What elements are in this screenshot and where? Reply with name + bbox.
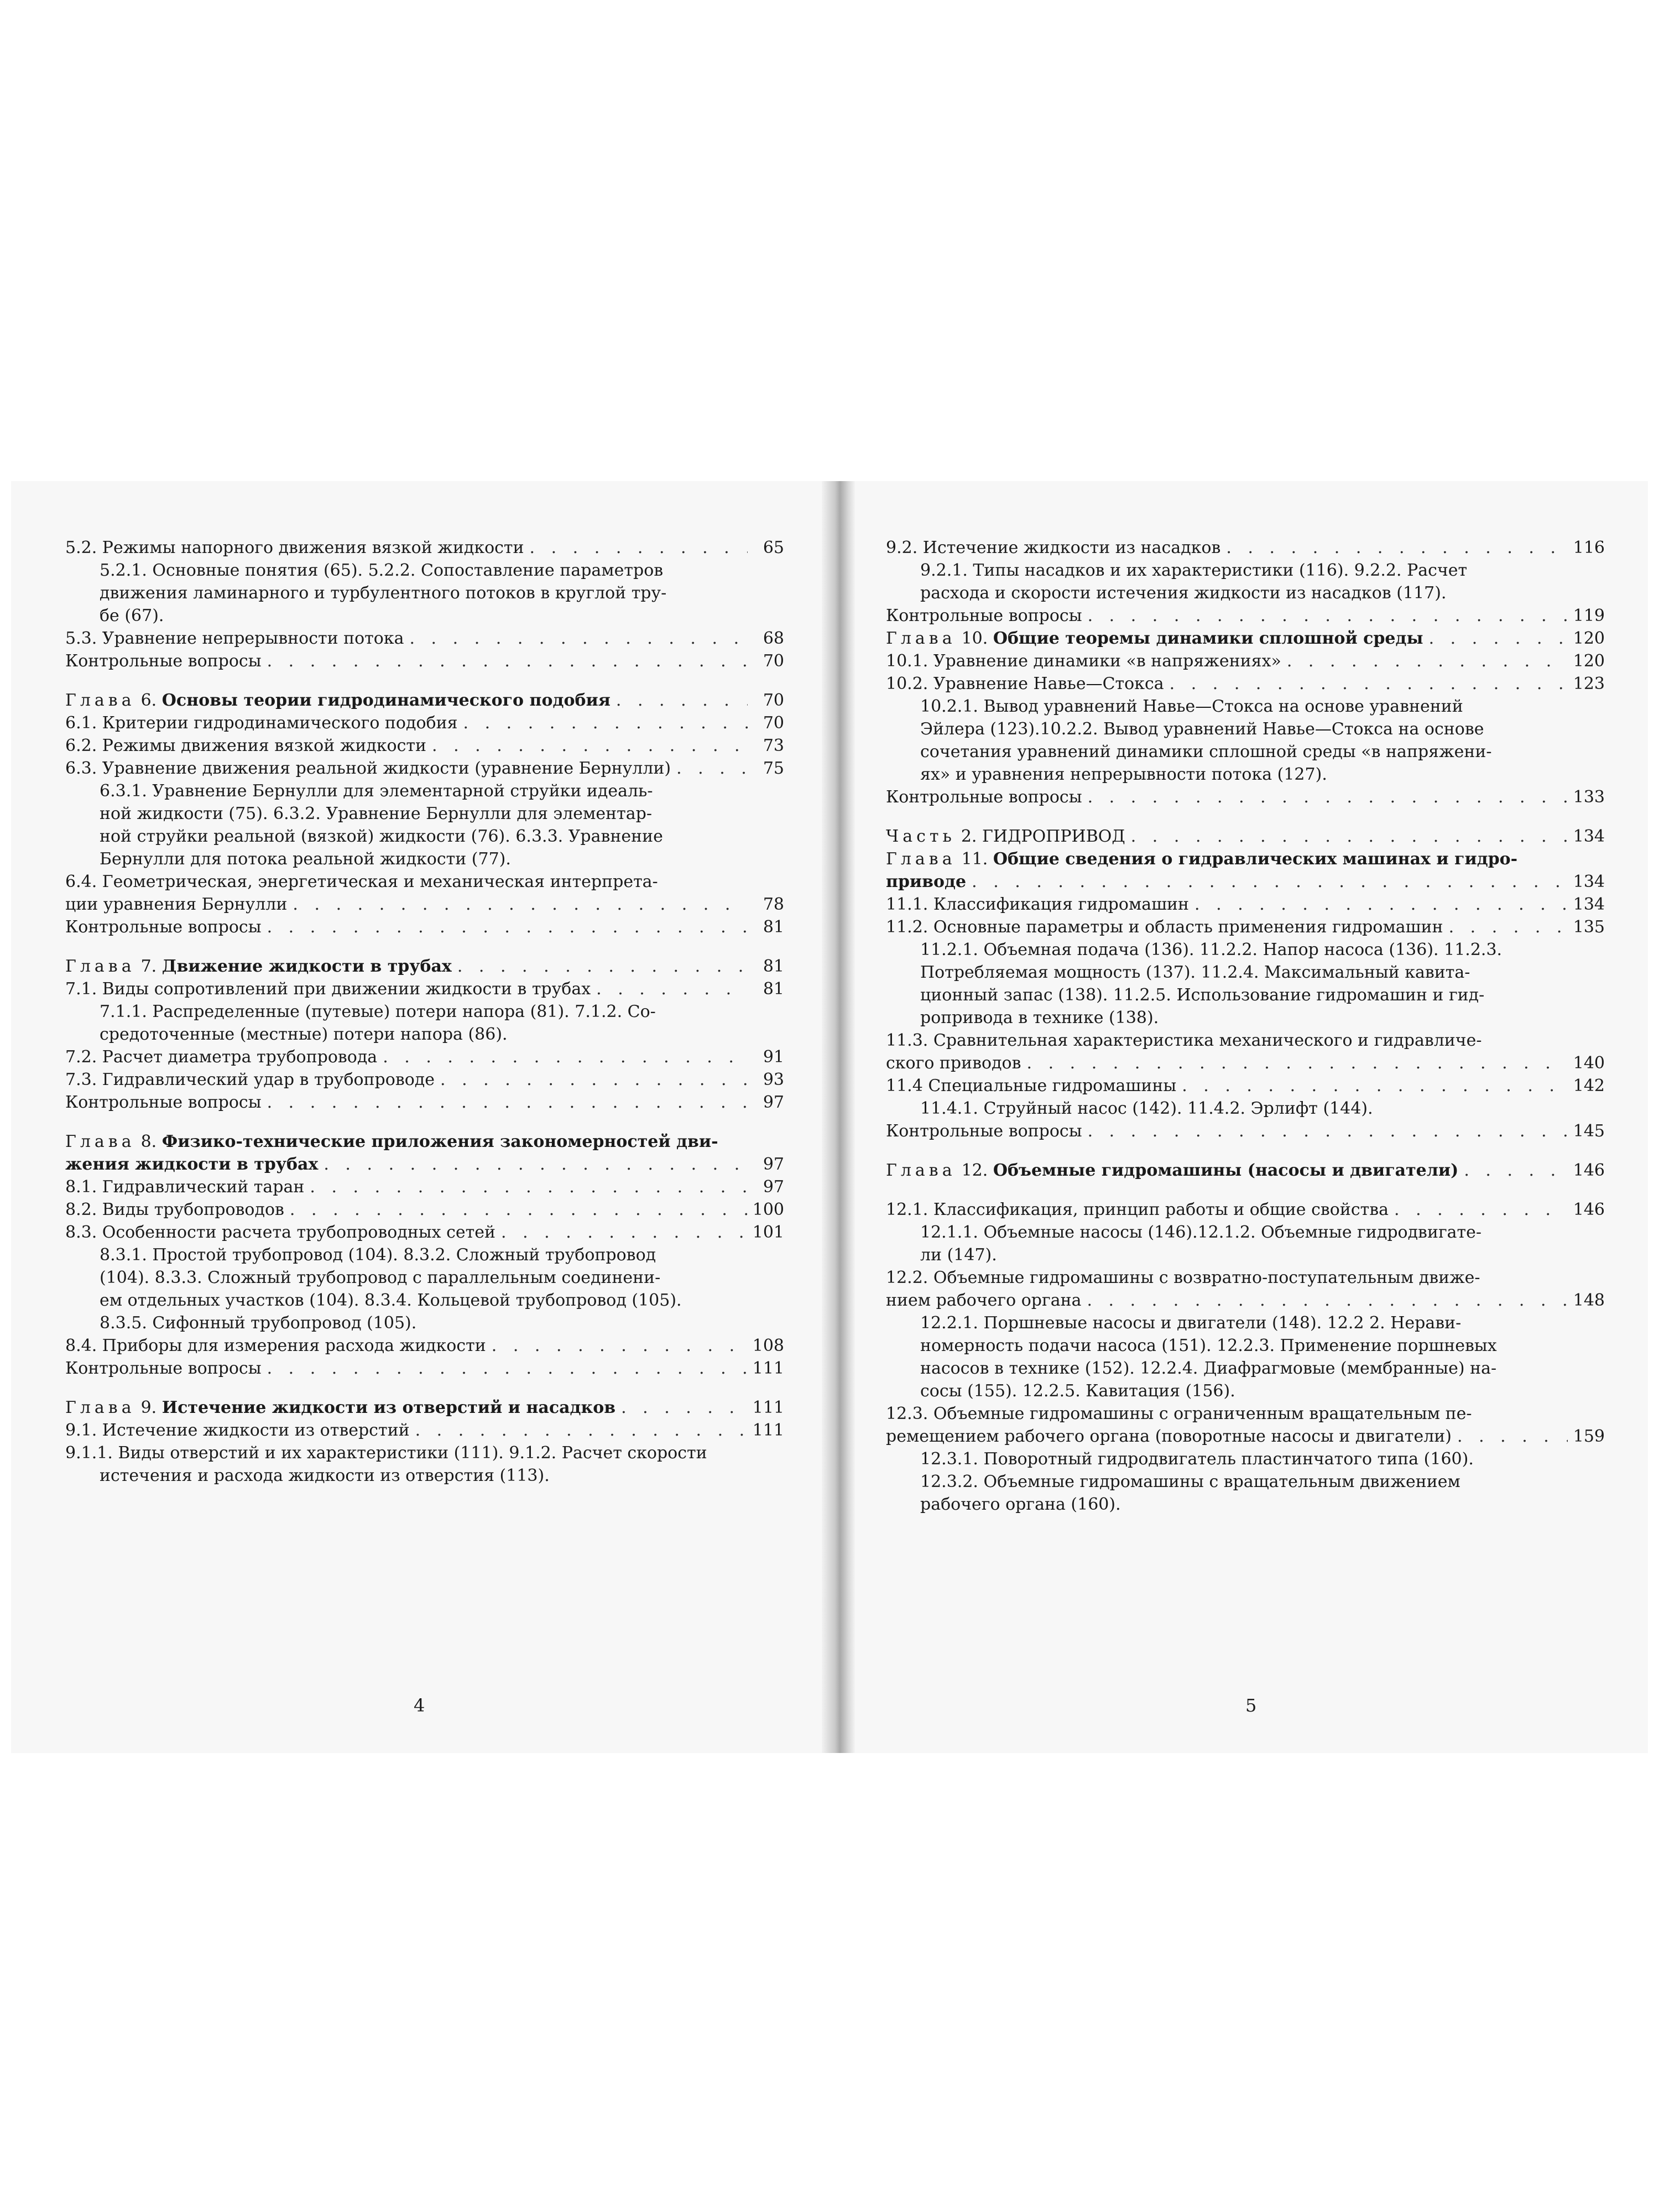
toc-entry: ции уравнения Бернулли . . . 78 — [65, 893, 784, 916]
toc-subsections: 12.2.1. Поршневые насосы и двигатели (148). 12.2 2. Нерави- номерность подачи насоса (151). 12.2.3. Применение поршневых насосов в технике (152). 12.2.4. Диафрагмовые (мембранные) на- сосы (155). 12.2.5. Кавитация (156). — [920, 1313, 1497, 1401]
toc-entry: 7.3. Гидравлический удар в трубопроводе . . . 93 — [65, 1068, 784, 1091]
toc-entry: 11.2. Основные параметры и область применения гидромашин . . . 135 — [886, 916, 1605, 938]
toc-entry: 8.1. Гидравлический таран . . . 97 — [65, 1176, 784, 1198]
toc-subsections: 7.1.1. Распределенные (путевые) потери напора (81). 7.1.2. Со- средоточенные (местные) потери напора (86). — [100, 1002, 656, 1044]
toc-entry: 11.4 Специальные гидромашины . . . 142 — [886, 1074, 1605, 1097]
toc-entry: 7.1. Виды сопротивлений при движении жидкости в трубах . . . 81 — [65, 978, 784, 1000]
page-number: 5 — [1245, 1695, 1257, 1716]
toc-entry: ского приводов . . . 140 — [886, 1052, 1605, 1074]
toc-entry-line: 12.2. Объемные гидромашины с возвратно-поступательным движе- — [886, 1268, 1480, 1287]
toc-entry: 9.2. Истечение жидкости из насадков . . . 116 — [886, 536, 1605, 559]
chapter-heading: Глава 10. Общие теоремы динамики сплошной среды . . . 120 — [886, 627, 1605, 650]
book-spread — [11, 481, 1648, 1753]
chapter-heading: Глава 11. Общие сведения о гидравлических машинах и гидро- — [886, 849, 1518, 869]
toc-entry: 11.1. Классификация гидромашин . . . 134 — [886, 893, 1605, 916]
part-heading: Часть 2. ГИДРОПРИВОД . . . 134 — [886, 825, 1605, 848]
toc-subsections: 12.1.1. Объемные насосы (146).12.1.2. Объемные гидродвигате- ли (147). — [920, 1223, 1482, 1265]
toc-entry: Контрольные вопросы . . . 70 — [65, 650, 784, 672]
chapter-heading: Глава 12. Объемные гидромашины (насосы и двигатели) . . . 146 — [886, 1159, 1605, 1182]
toc-entry-line: 11.3. Сравнительная характеристика механического и гидравличе- — [886, 1031, 1482, 1050]
left-page — [65, 536, 784, 1487]
chapter-heading-cont: жения жидкости в трубах . . . 97 — [65, 1153, 784, 1176]
toc-entry: Контрольные вопросы . . . 145 — [886, 1120, 1605, 1142]
toc-entry: 5.3. Уравнение непрерывности потока . . . 68 — [65, 627, 784, 650]
toc-entry: Контрольные вопросы . . . 97 — [65, 1091, 784, 1114]
toc-subsections: 6.3.1. Уравнение Бернулли для элементарной струйки идеаль- ной жидкости (75). 6.3.2. Уравнение Бернулли для элементар- ной струйки реальной (вязкой) жидкости (76). 6.3.3. Уравнение Бернулли для потока реальной жидкости (77). — [100, 781, 663, 869]
toc-entry: 6.3. Уравнение движения реальной жидкости (уравнение Бернулли) . . . 75 — [65, 757, 784, 780]
toc-entry: 9.1. Истечение жидкости из отверстий . . . 111 — [65, 1419, 784, 1442]
toc-entry: 6.2. Режимы движения вязкой жидкости . . . 73 — [65, 734, 784, 757]
toc-subsections: 11.2.1. Объемная подача (136). 11.2.2. Напор насоса (136). 11.2.3. Потребляемая мощность (137). 11.2.4. Максимальный кавита- ционный запас (138). 11.2.5. Использование гидромашин и гид- ропривода в технике (138). — [920, 940, 1503, 1027]
chapter-heading: Глава 9. Истечение жидкости из отверстий и насадков . . . 111 — [65, 1396, 784, 1419]
toc-subsections: 8.3.1. Простой трубопровод (104). 8.3.2. Сложный трубопровод (104). 8.3.3. Сложный трубопровод с параллельным соединени- ем отдельных участков (104). 8.3.4. Кольцевой трубопровод (105). 8.3.5. Сифонный трубопровод (105). — [100, 1245, 682, 1333]
right-page — [886, 536, 1605, 1516]
toc-subsections: 9.2.1. Типы насадков и их характеристики (116). 9.2.2. Расчет расхода и скорости истечения жидкости из насадков (117). — [920, 561, 1468, 603]
toc-entry: Контрольные вопросы . . . 119 — [886, 604, 1605, 627]
toc-entry: 6.1. Критерии гидродинамического подобия . . . 70 — [65, 712, 784, 734]
chapter-heading-cont: приводе . . . 134 — [886, 870, 1605, 893]
toc-entry-line: 12.3. Объемные гидромашины с ограниченным вращательным пе- — [886, 1404, 1472, 1423]
chapter-heading: Глава 6. Основы теории гидродинамического подобия . . . 70 — [65, 689, 784, 712]
toc-entry: Контрольные вопросы . . . 111 — [65, 1357, 784, 1380]
book-gutter — [822, 481, 855, 1753]
toc-subsections: 11.4.1. Струйный насос (142). 11.4.2. Эрлифт (144). — [920, 1099, 1373, 1118]
toc-entry: 8.3. Особенности расчета трубопроводных сетей . . . 101 — [65, 1221, 784, 1244]
toc-entry: Контрольные вопросы . . . 81 — [65, 916, 784, 938]
chapter-heading: Глава 7. Движение жидкости в трубах . . . 81 — [65, 955, 784, 978]
toc-entry-line: 6.4. Геометрическая, энергетическая и механическая интерпрета- — [65, 872, 658, 891]
toc-entry: нием рабочего органа . . . 148 — [886, 1289, 1605, 1312]
toc-subsections: 10.2.1. Вывод уравнений Навье—Стокса на основе уравнений Эйлера (123).10.2.2. Вывод уравнений Навье—Стокса на основе сочетания уравнений динамики сплошной среды «в напряжени- ях» и уравнения непрерывности потока (127). — [920, 697, 1492, 784]
page-number: 4 — [414, 1695, 425, 1716]
toc-entry: 7.2. Расчет диаметра трубопровода . . . 91 — [65, 1046, 784, 1068]
toc-subsections: 12.3.1. Поворотный гидродвигатель пластинчатого типа (160). 12.3.2. Объемные гидромашины с вращательным движением рабочего органа (160). — [920, 1449, 1474, 1514]
toc-subsections: 9.1.1. Виды отверстий и их характеристики (111). 9.1.2. Расчет скорости истечения и расхода жидкости из отверстия (113). — [65, 1443, 707, 1485]
toc-subsections: 5.2.1. Основные понятия (65). 5.2.2. Сопоставление параметров движения ламинарного и турбулентного потоков в круглой тру- бе (67). — [100, 561, 667, 625]
toc-entry: 10.1. Уравнение динамики «в напряжениях» . . . 120 — [886, 650, 1605, 672]
toc-entry: ремещением рабочего органа (поворотные насосы и двигатели) . . . 159 — [886, 1425, 1605, 1448]
toc-entry: 8.2. Виды трубопроводов . . . 100 — [65, 1198, 784, 1221]
chapter-heading: Глава 8. Физико-технические приложения закономерностей дви- — [65, 1132, 718, 1151]
toc-entry: 8.4. Приборы для измерения расхода жидкости . . . 108 — [65, 1334, 784, 1357]
toc-entry: Контрольные вопросы . . . 133 — [886, 786, 1605, 808]
toc-entry: 12.1. Классификация, принцип работы и общие свойства . . . 146 — [886, 1198, 1605, 1221]
toc-entry: 5.2. Режимы напорного движения вязкой жидкости . . . 65 — [65, 536, 784, 559]
toc-entry: 10.2. Уравнение Навье—Стокса . . . 123 — [886, 672, 1605, 695]
